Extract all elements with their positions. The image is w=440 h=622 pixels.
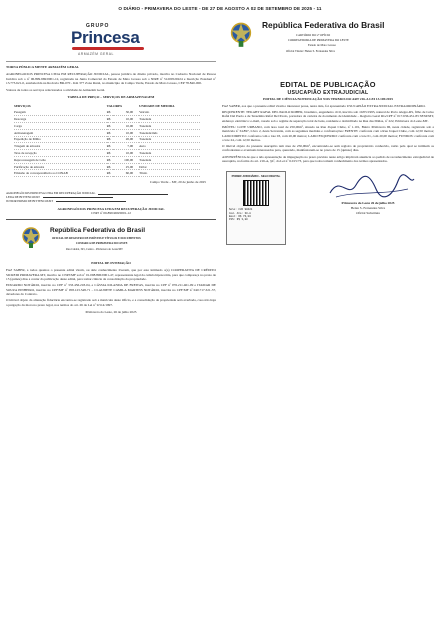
brazil-crest-icon [20, 225, 42, 249]
registry-body-3: O imóvel objeto da alienação fiduciária encontra-se registrado sob a matrícula deste Ofício, e a consolidação da propriedade será averbada, caso não haja a purgação da mora no prazo legal, nos termos do art. 26 da Lei nº 9.514/1997. [6, 298, 216, 307]
signature-line [6, 200, 216, 204]
currency: R$ [107, 116, 114, 123]
footer-cnpj: CNPJ nº 06.899.969/0001-12 [91, 210, 131, 215]
signature-place-date: Primavera do Leste 26 de julho 2025 [341, 201, 395, 206]
cartorio-header [222, 16, 434, 78]
footer-company-name: AGRONEGÓCIOS PRINCESA LTDA EM RECUPERAÇÃO JUDICIAL [57, 206, 165, 211]
seal-line: Emol: R$ 76,00 [229, 214, 251, 218]
seal-line: ISS: R$ 3,80 [229, 218, 248, 222]
notice-services-paragraph: Valores de todos os serviços relacionados a atividade de Armazém Geral. [6, 88, 106, 93]
signature-block [6, 192, 216, 203]
service-price: 100,00 [113, 156, 139, 163]
table-row [14, 116, 200, 123]
service-name: Emissão de correspondência ao CONAB [14, 170, 107, 177]
service-unit: Tonelada [139, 156, 200, 163]
cartorio-state: Estado de Mato Grosso [308, 43, 337, 47]
registry-edital-title: EDITAL DE INTIMAÇÃO [91, 261, 131, 266]
service-price: 10,00 [113, 150, 139, 157]
table-row [14, 150, 200, 157]
logo-grupo-text: GRUPO [86, 23, 110, 29]
right-column [222, 16, 434, 271]
table-row [14, 163, 200, 170]
registry-body-1: FAZ SABER, a todos quantos o presente edital virem, ou dele conhecimento tiverem, que por este intimado o(a) COOPERATIVA DE CRÉDITO SICREDI PRIMAVERA MT, inscrito no CNPJ/MF sob nº 01.098.896/0001-47, representante legal da cédula hipotecária, para que compareça no prazo de 15 (quinze) dias a contar da publicação deste edital, para tomar ciência da consolidação da propriedade. [6, 268, 216, 282]
seal-header: PODER JUDICIÁRIO - SELO DIGITAL [231, 174, 281, 179]
brazil-crest-icon [228, 20, 254, 48]
logo-tagline: ARMAZÉM GERAL [78, 52, 114, 56]
stamp-signature-area [222, 167, 434, 271]
edital-requerente: REQUERENTE: TEKAHT RAFAL DEL PAOLO ROBER, brasileiro, engenheiro civil, inscrito sob 10/05/1995, natural de Porto Alegre-RS, filho de Celso Rafal Del Paolo e de Terezinha Rafal Del Paolo, portadora da carteira de documento de identidade – Registro Geral RG/CPF nº 017.636.431-83 SESP/MT, endereço eletrônico: e-mail, casado sob o regime de separação total de bens, residente e domiciliado na Rua das Dálias, nº 222, Primavera do Leste-MT. [222, 110, 434, 123]
currency: R$ [107, 150, 114, 157]
table-row [14, 122, 200, 129]
logo-brand-name: Princesa [71, 28, 140, 47]
registry-comarca: COMARCA DE PRIMAVERA DO LESTE [76, 242, 128, 246]
signature-role: Oficial Substituta [356, 210, 380, 215]
service-unit: Tonelada [139, 122, 200, 129]
service-price: 25,00 [113, 163, 139, 170]
table-row [14, 136, 200, 143]
cartorio-office: CARTÓRIO DO 2º OFÍCIO [296, 33, 331, 37]
service-name: Armazenagem [14, 129, 107, 136]
service-price: 7,00 [113, 143, 139, 150]
signer-name: JUNIOR PRIMO DE BITTENCOURT [6, 198, 54, 203]
logo-swoosh [72, 47, 144, 50]
service-price: 10,00 [113, 129, 139, 136]
price-table-title: TABELA DE PREÇO – SERVIÇOS DE ARMAZENAGEM [67, 95, 155, 100]
signature-rule [98, 194, 168, 195]
cartorio-officer-names: Oficial Titular: Helen S. Fernandes Silva [286, 49, 335, 53]
table-row [14, 156, 200, 163]
edital-title: EDITAL DE PUBLICAÇÃO [280, 80, 376, 89]
signer-name: AGRONEGÓCIOS PRINCESA LTDA EM RECUPERAÇÃO JUDICIAL [6, 191, 96, 196]
service-name: Reprocessagem de Grão [14, 156, 107, 163]
notice-title: TORNA PÚBLICA MENTE ARMAZÉM GERAL [6, 65, 80, 69]
registry-subtitle: OFICIAL DE REGISTRO DE IMÓVEIS E TÍTULOS E DOCUMENTOS [52, 237, 141, 241]
col-header-unit: UNIDADE DE MEDIDA [139, 103, 175, 108]
service-unit: Auto [139, 143, 200, 150]
edital-subtitle: USUCAPIÃO EXTRAJUDICIAL [287, 89, 369, 96]
left-column [6, 16, 216, 314]
seal-line: Cod. Ato: 30-A [229, 211, 251, 215]
currency: R$ [107, 170, 114, 177]
service-unit: Tonelada [139, 150, 200, 157]
edital-reference: EDITAL DE CIÊNCIA/NOTIFICAÇÃO NOS TERMOS DO ART 216-A LEI 13.105/2015 [263, 96, 393, 101]
registry-header [6, 223, 216, 259]
edital-intro: FAZ SABER, aos que o presente edital virem e interessar possa, nesta data, foi apresentado USUCAPIÃO EXTRAJUDICIAL EXTRAORDINÁRIO. [222, 103, 426, 108]
service-unit: Dólar [139, 163, 200, 170]
service-price: 10,00 [113, 116, 139, 123]
service-unit: Tonelada/mês [139, 129, 200, 136]
section-divider [6, 219, 216, 220]
handwritten-signature [326, 171, 416, 201]
seal-line: Selo: CJR 90421 [229, 208, 253, 212]
qr-code-icon [243, 180, 269, 206]
cartorio-republic-title: República Federativa do Brasil [262, 20, 385, 30]
signature-rule [56, 201, 126, 202]
signature-rule [43, 197, 113, 198]
service-price: 10,00 [113, 122, 139, 129]
cartorio-corregedoria: CORREGEDORIA DE PRIMAVERA DO LESTE [288, 38, 349, 42]
digital-seal [226, 171, 286, 245]
service-unit: Tonelada [139, 116, 200, 123]
registry-republic-title: República Federativa do Brasil [50, 227, 146, 235]
newspaper-header: O DIÁRIO - PRIMAVERA DO LESTE - DE 27 DE AGOSTO A 02 DE SETEMBRO DE 2025 - 11 [118, 6, 322, 11]
date-line: Campo Verde – MT, 20 de junho de 2025 [149, 180, 206, 185]
service-unit: Título [139, 170, 200, 177]
currency: R$ [107, 143, 114, 150]
service-unit: Veículo [139, 109, 200, 115]
currency: R$ [107, 129, 114, 136]
service-name: Expedição de Milho [14, 136, 107, 143]
service-price: 30,00 [113, 109, 139, 115]
price-table [14, 104, 200, 177]
currency: R$ [107, 156, 114, 163]
currency: R$ [107, 122, 114, 129]
service-name: Pesagem [14, 109, 107, 115]
col-header-values: VALORES [106, 103, 123, 108]
service-price: 20,00 [113, 136, 139, 143]
edital-notice: O imóvel objeto da presente usucapião tem área de 250,00m², encontrando-se sem registro de proprietário conhecido, razão pela qual se intimam os confrontantes e eventuais interessados para, querendo, manifestarem-se no prazo de 15 (quinze) dias. [222, 144, 434, 153]
edital-advertencia: ADVERTÊNCIA de que a não apresentação de impugnação no prazo previsto neste artigo implicará anuência ao pedido de reconhecimento extrajudicial de usucapião, na forma do art. 216-A, §4º, da Lei nº 6.015/73, para que todos tomem conhecimento dos termos apresentados. [222, 154, 434, 164]
currency: R$ [107, 136, 114, 143]
signer-name: LEDA DE BITTENCOURT [6, 195, 40, 200]
notice-company-paragraph: AGRONEGOCIOS PRINCESA LTDA EM RECUPERAÇÃO JUDICIAL, pessoa jurídica de direito privado, inscrita no Cadastro Nacional de Pessoa Jurídica sob o nº 06.899.969/0001-12, registrada na Junta Comercial do Estado de Mato Grosso sob o NIRE nº 51200520224 e Inscrição Estadual nº 13.773.621-0, estabelecida na Rodovia BR-070 - Km 377 Zona Rural, no município de Campo Verde, Estado de Mato Grosso, CEP 78.840-000. [6, 72, 216, 85]
currency: R$ [107, 163, 114, 170]
registry-date: Primavera do Leste, 26 de julho 2025 [85, 309, 137, 314]
service-name: Carga [14, 122, 107, 129]
service-name: Taxa de recepção [14, 150, 107, 157]
col-header-services: SERVIÇOS [14, 103, 31, 108]
table-row [14, 129, 200, 136]
service-name: Triagem de amostra [14, 143, 107, 150]
signature-caption [306, 201, 430, 215]
table-row [14, 170, 200, 177]
registry-address: Rua Cuiabá, 345, Centro - Primavera do Leste/MT [66, 248, 123, 252]
service-unit: Tonelada [139, 136, 200, 143]
signature-name: Helen S. Fernandes Silva [350, 205, 386, 210]
service-price: 60,00 [113, 170, 139, 177]
registry-body-2: EDUARDO NOTÁRIO, inscrito no CPF nº 333.456.218-04, e CÁSSIA IOLANDA DE FREITAS, inscrita no CPF nº 076.211.461-09 e ITAMAR DE SOUZA PINHEIRO, inscrito no CPF/MF nº 058.123.548-71 – CLAUDETE CAMILA MARTINS NOTÁRIO, inscrita no CPF/MF nº 040.717.321-37, devedores do Contrato. [6, 283, 216, 296]
company-logo [6, 16, 216, 62]
currency: R$ [107, 109, 114, 115]
service-name: Purificação de amostra [14, 163, 107, 170]
edital-imovel: IMÓVEL: LOTE URBANO, com área total de 250,00m², situado na Rua Jóquei Clube, nº 1.101, Bairro Primavera III, nesta cidade, registrado sob a matrícula nº 34.897, Livro 2, desta Serventia, com as seguintes medidas e confrontações: FRENTE: confronta com a Rua Jóquei Clube, com 12,50 metros; LADO DIREITO: confronta com o lote 03, com 20,00 metros; LADO ESQUERDO: confronta com o lote 01, com 20,00 metros; FUNDOS: confronta com o lote 24, com 12,50 metros. [222, 124, 434, 142]
table-row [14, 143, 200, 150]
service-name: Descarga [14, 116, 107, 123]
